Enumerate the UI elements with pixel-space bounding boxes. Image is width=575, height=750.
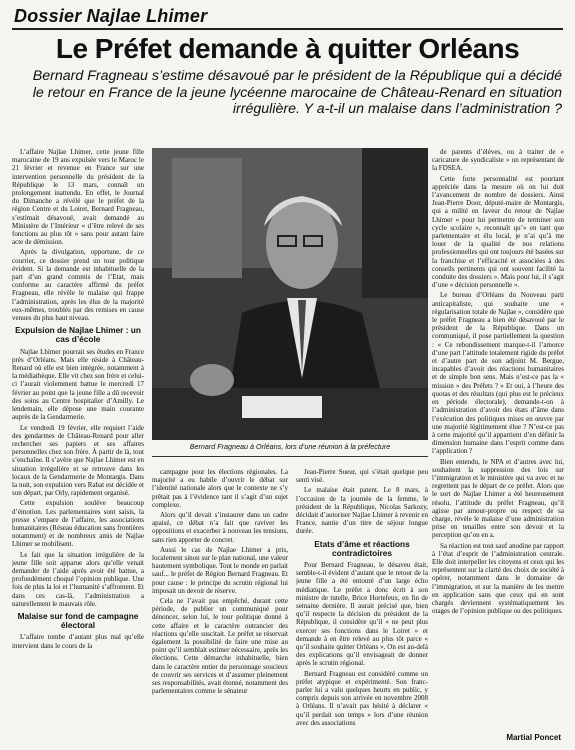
- standfirst: Bernard Fragneau s’estime désavoué par le président de la République qui a décidé le retour en France de la jeune lycéenne marocaine de Château-Renard en situation irrégulière. Y a-t-il un malaise dans l’administration ?: [32, 68, 562, 117]
- paragraph: Najlae Lhimer pourrait ses études en France près d’Orléans. Mais elle réside à Château-Renard où elle est bien intégrée, notamment à la médiathèque. Elle vit chez son frère et celui-ci l’aurait violemment battue le mercredi 17 février au point que la jeune fille a dû recevoir des soins au Centre hospitalier d’Amilly. Le lendemain, elle dépose une main courante auprès de la Gendarmerie.: [12, 347, 144, 422]
- paragraph: Le bureau d’Orléans du Nouveau parti anticapitaliste, qui souhaite une « régularisation totale de Najlae », considère que le préfet Fragneau a bien été désavoué par le président de la République. Dans un communiqué, il pose partiellement la question : « Ce rebondissement marque-t-il l’amorce d’une part l’attitude totalement rigide du préfet et d’autre part de son adjoint M. Bergue, incapables d’avoir des réactions humanitaires et de simple bon sens. Mais n’est-ce pas la « mission » des Préfets ? » Et oui, à l’heure des quotas et des résultats (qui plus est le précieux en période électorale), demande-t-on à l’administration d’avoir des états d’âme dans l’exécution des politiques mises en œuvre par une majorité légitimement élue ? N’est-ce pas à cette majorité qu’il appartient d’en définir la dimension humaine dans l’esprit comme dans l’application ?: [432, 291, 564, 456]
- subheading-malaise: Malaise sur fond de campagne électoral: [17, 610, 139, 631]
- paragraph: Cette expulsion soulève beaucoup d’émotion. Les parlementaires sont saisis, la presse s’empare de l’affaire, les associations humanitaires (Réseau éducation sans frontières notamment) et de nombreux amis de Najlae Lhimer se mobilisent.: [12, 499, 144, 549]
- paragraph: campagne pour les élections régionales. La majorité a eu habile d’ouvrir le débat sur l’identité nationale alors que le contexte ne s’y prêtait pas à l’évidence tant il s’agit d’un sujet complexe.: [152, 468, 288, 509]
- paragraph: Pour Bernard Fragneau, le désaveu était, semble-t-il évident d’autant que le retour de la jeune fille a été entouré d’un large écho médiatique. Le préfet a donc écrit à son ministre de tutelle, Brice Hortefeux, en fin de semaine dernière. Il aurait précisé que, bien qu’il respecte la décision du président de la République, il considère qu’il « ne peut plus exercer ses fonctions dans le Loiret » et demande à en être relevé au plus tôt parce « qu’il souhaite quitter Orléans ». On est au-delà des explications qu’il envisageait de donner après le scrutin régional.: [296, 561, 428, 668]
- paragraph: L’affaire tombe d’autant plus mal qu’elle intervient dans le cours de la: [12, 633, 144, 650]
- paragraph: L’affaire Najlae Lhimer, cette jeune fille marocaine de 19 ans expulsée vers le Maroc le 21 février et revenue en France sur une intervention personnelle du président de la République le 13 mars, connaît un prolongement inattendu. En effet, le Journal du Dimanche a révélé que le préfet de la région Centre et du Loiret, Bernard Fragneau, s’estimait désavoué, avait demandé au Ministère de l’Intérieur « d’être relevé de ses fonctions au plus tôt » sans pour autant faire acte de démission.: [12, 148, 144, 247]
- photo-caption: Bernard Fragneau à Orléans, lors d’une réunion à la préfecture: [189, 442, 391, 451]
- paragraph: Jean-Pierre Sueur, qui s’était quelque peu senti visé.: [296, 468, 428, 485]
- subheading-etats-dame: Etats d’âme et réactions contradictoires: [314, 538, 410, 558]
- paragraph: de parents d’élèves, ou à traiter de « caricature de syndicaliste » un représentant de la FDSEA.: [432, 148, 564, 173]
- subheading-expulsion: Expulsion de Najlae Lhimer : un cas d’école: [15, 325, 141, 345]
- paragraph: Le fait que la situation irrégulière de la jeune fille soit apparue alors qu’elle venait demander de l’aide après avoir été battue, a profondément choqué l’opinion publique. Une fois de plus la loi et l’humanité s’affrontent. Et dans ces cas-là, l’administration a naturellement le mauvais rôle.: [12, 550, 144, 608]
- paragraph: Aussi le cas de Najlae Lhimer a pris, localement sinon sur le plan national, une valeur hautement symbolique. Tout le monde en parlait sauf... le préfet de Région Bernard Fragneau. Et pour cause : le principe du scrutin régional lui imposait un devoir de réserve.: [152, 545, 288, 595]
- dossier-kicker: Dossier Najlae Lhimer: [14, 6, 208, 26]
- paragraph: Cette forte personnalité est pourtant appréciée dans la mesure où on lui doit l’avancement de nombre de dossiers. Ainsi Jean-Pierre Door, député-maire de Montargis, qui a milité en faveur du retour de Najlae Lhimer « pour lui permettre de terminer son cycle scolaire », reconnaît qu’« en tant que parlementaire et élu local, je n’ai qu’à me louer de la qualité de nos relations professionnelles qui ont toujours été basées sur la franchise et l’efficacité et associées à des conseils pertinents qui ont souvent facilité la conduite des dossiers ». Mais pour lui, il s’agit d’une « décision personnelle ».: [432, 174, 564, 290]
- author-signature: Martial Poncet: [506, 733, 561, 742]
- article-column-1: [12, 148, 144, 744]
- paragraph: Après la divulgation, opportune, de ce courrier, ce dossier prend un tour politique évident. Si la demande est inhabituelle de la part d’un grand commis de l’Etat, mais conforme au caractère affirmé du préfet Fragneau, elle révèle le malaise qui frappe l’administration, après les élus de la majorité eux-mêmes, troublés par des remises en cause venues du plus haut niveau.: [12, 248, 144, 323]
- paragraph: Le vendredi 19 février, elle requiert l’aide des gendarmes de Château-Renard pour aller rechercher ses papiers et ses affaires personnelles chez son frère. À partir de là, tout s’enchaîne. Il s’avère que Najlae Lhimer est en situation irrégulière et se retrouve dans les locaux de la Gendarmerie de Montargis. Dans la nuit, son expulsion vers Rabat est décidée et son départ, par Orly, rapidement organisé.: [12, 423, 144, 498]
- prefect-photo-illustration: [152, 148, 428, 440]
- paragraph: Bernard Fragneau est considéré comme un préfet atypique et expérimenté. Son franc-parler lui a valu quelques heurts en public, y compris depuis son arrivée en novembre 2008 à Orléans. Il n’avait pas hésité à déclarer « qu’il perdait son temps » lors d’une réunion avec des associations: [296, 669, 428, 727]
- paragraph: Alors qu’il devait s’instaurer dans un cadre apaisé, ce débat n’a fait que raviver les oppositions et exacerber à nouveau les tensions, sans rien apporter de concret.: [152, 511, 288, 544]
- headline: Le Préfet demande à quitter Orléans: [55, 33, 520, 64]
- article-column-2: [152, 468, 288, 744]
- paragraph: Bien entendu, le NPA et d’autres avec lui, souhaitent la suppression des lois sur l’immigration et le ministère qui va avec et ne regrettent pas le départ de ce préfet. Alors que le sort de Najlae Lhimer a été heureusement résolu, l’attitude du préfet Fragneau, qu’il agisse par amour-propre ou respect de sa charge, révèle le malaise d’une administration prise en tenailles entre son devoir et la perception qu’on en a.: [432, 457, 564, 540]
- paragraph: Le malaise était patent. Le 8 mars, à l’occasion de la journée de la femme, le président de la République, Nicolas Sarkozy, décidait d’autoriser Najlae Lhimer à revenir en France, nantie d’un titre de séjour longue durée.: [296, 486, 428, 536]
- article-column-3: [296, 468, 428, 744]
- caption-rule: [152, 456, 428, 457]
- kicker-rule: [12, 28, 563, 30]
- paragraph: Cela ne l’avait pas empêché, durant cette période, de publier un communiqué pour dénoncer, selon lui, le tour politique donné à cette affaire et le caractère outrancier des réactions qu’elle suscitait. Le préfet se réservait également la possibilité de faire une mise au point qu’il semblait estimer nécessaire, après les élections. Cette démarche inhabituelle, bien dans le caractère entier du personnage soucieux de couvrir ses services et d’assumer pleinement ses responsabilités, avait étonné, notamment des parlementaires comme le sénateur: [152, 597, 288, 696]
- article-column-4: [432, 148, 564, 744]
- paragraph: Sa réaction est tout sauf anodine par rapport à l’état d’esprit de l’administration centrale. Elle doit interpeller les citoyens et ceux qui les représentent sur la clarté des choix de société à opérer, notamment dans le domaine de l’immigration, et sur la manière de les mettre en application sans que ceux qui en sont chargés deviennent systématiquement les otages de l’opinion publique ou des politiques.: [432, 541, 564, 616]
- prefect-photo: [152, 148, 428, 440]
